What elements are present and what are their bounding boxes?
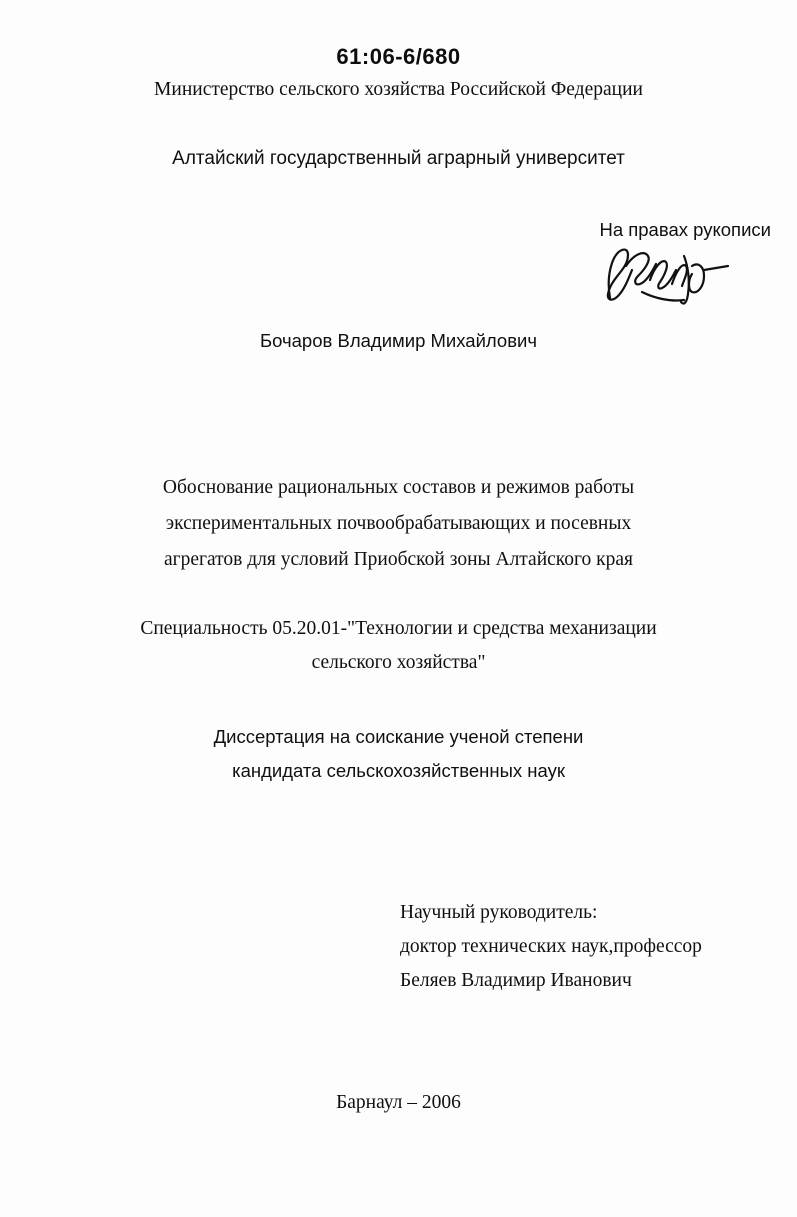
degree-line-1: Диссертация на соискание ученой степени xyxy=(213,726,584,747)
advisor-label: Научный руководитель: xyxy=(400,902,598,923)
advisor-name: Беляев Владимир Иванович xyxy=(400,970,632,991)
dissertation-title xyxy=(98,470,699,578)
catalog-code: 61:06-6/680 xyxy=(336,44,461,69)
title-line-3: агрегатов для условий Приобской зоны Алтайского края xyxy=(163,549,634,570)
university-name: Алтайский государственный аграрный университет xyxy=(172,148,625,169)
specialty-line-2: сельского хозяйства" xyxy=(311,652,486,673)
advisor-title: доктор технических наук,профессор xyxy=(400,936,702,957)
manuscript-note: На правах рукописи xyxy=(599,219,771,240)
handwritten-signature-icon xyxy=(592,236,742,316)
city-and-year: Барнаул – 2006 xyxy=(336,1092,461,1113)
title-line-1: Обоснование рациональных составов и режимов работы xyxy=(162,477,635,498)
specialty xyxy=(78,612,719,680)
degree-line-2: кандидата сельскохозяйственных наук xyxy=(232,760,565,781)
title-line-2: экспериментальных почвообрабатывающих и посевных xyxy=(165,513,632,534)
degree-statement xyxy=(98,720,699,788)
ministry-name: Министерство сельского хозяйства Российской Федерации xyxy=(154,79,643,100)
author-name: Бочаров Владимир Михайлович xyxy=(259,330,538,351)
scientific-advisor xyxy=(400,896,780,998)
specialty-line-1: Специальность 05.20.01-"Технологии и средства механизации xyxy=(140,618,657,639)
